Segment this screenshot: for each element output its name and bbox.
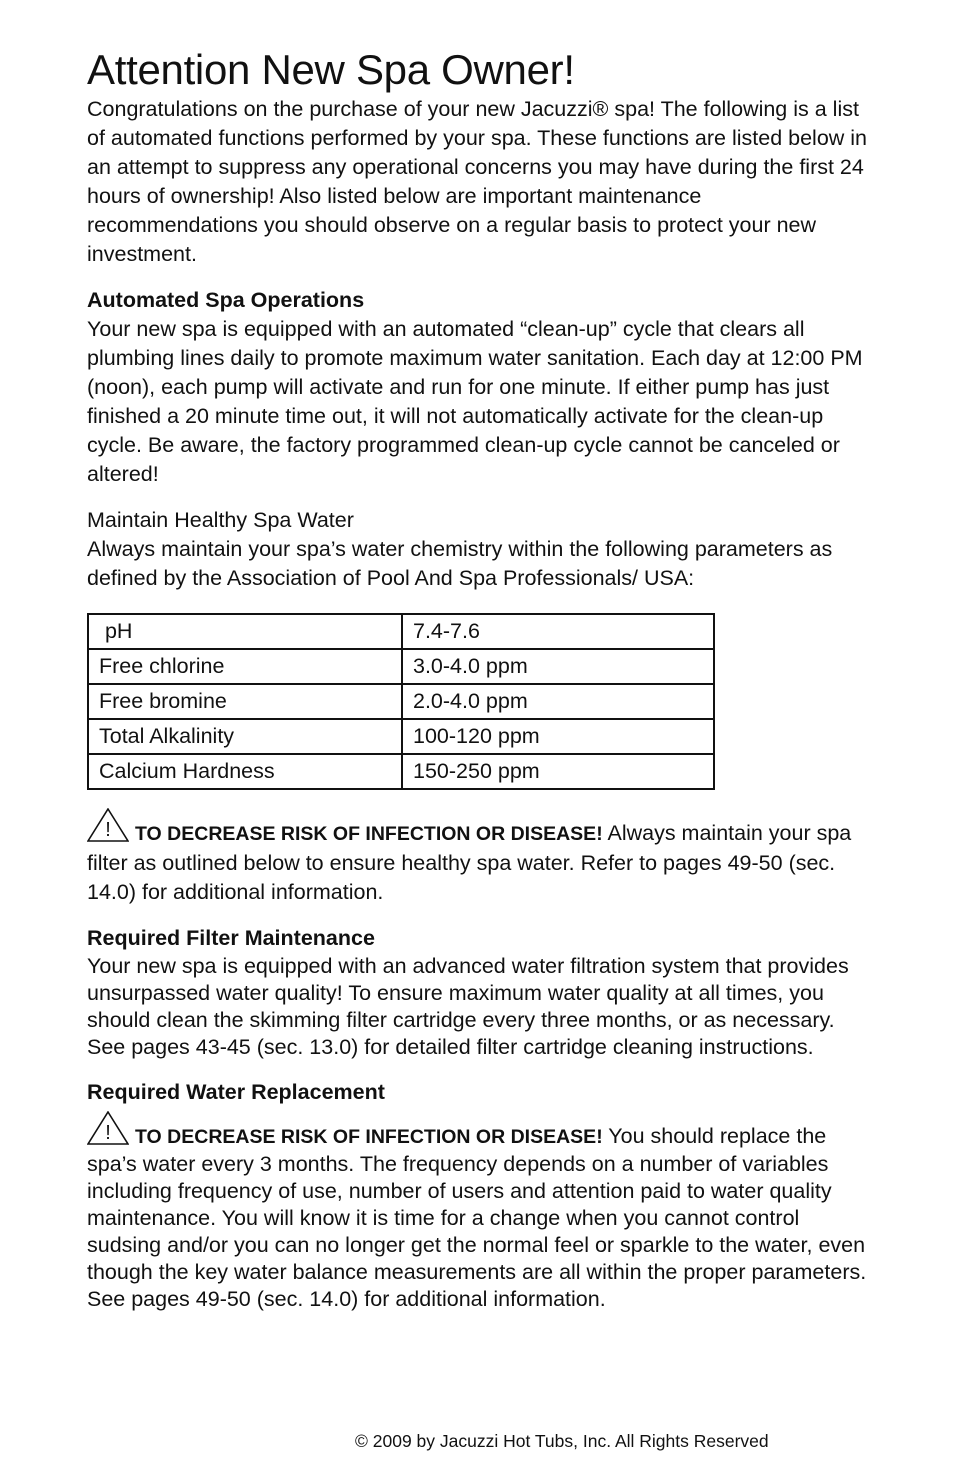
table-row: [88, 614, 714, 649]
param-name: Free bromine: [88, 684, 402, 719]
automated-heading: Automated Spa Operations: [87, 288, 365, 312]
filter-heading: Required Filter Maintenance: [87, 926, 375, 950]
warning-text: Always maintain your spa filter as outlined below to ensure healthy spa water. Refer to pages 49-50 (sec. 14.0) for additional information.: [87, 821, 852, 904]
page-title: Attention New Spa Owner!: [87, 46, 575, 93]
healthy-water-heading: Maintain Healthy Spa Water: [87, 508, 354, 532]
param-range: 100-120 ppm: [402, 719, 714, 754]
table-row: [88, 649, 714, 684]
param-name: pH: [88, 614, 402, 649]
warning-text: You should replace the spa’s water every 3 months. The frequency depends on a number of variables including frequency of use, number of users and attention paid to water quality maintenance. You will know it is time for a change when you cannot control sudsing and/or you can no longer get the normal feel or sparkle to the water, even though the key water balance measurements are all within the proper parameters. See pages 49-50 (sec. 14.0) for additional information.: [87, 1124, 867, 1311]
warning-triangle-icon: [87, 808, 129, 842]
param-range: 7.4-7.6: [402, 614, 714, 649]
infection-warning-filter: [87, 808, 877, 907]
intro-paragraph: Congratulations on the purchase of your new Jacuzzi® spa! The following is a list of automated functions performed by your spa. These functions are listed below in an attempt to suppress any operational concerns you may have during the first 24 hours of ownership! Also listed below are important maintenance recommendations you should observe on a regular basis to protect your new investment.: [87, 97, 868, 266]
water-replacement-heading: Required Water Replacement: [87, 1080, 385, 1104]
param-name: Total Alkalinity: [88, 719, 402, 754]
param-range: 3.0-4.0 ppm: [402, 649, 714, 684]
warning-label: TO DECREASE RISK OF INFECTION OR DISEASE!: [135, 823, 603, 845]
automated-body: Your new spa is equipped with an automated “clean-up” cycle that clears all plumbing lines daily to promote maximum water sanitation. Each day at 12:00 PM (noon), each pump will activate and run for one minute. If either pump has just finished a 20 minute time out, it will not automatically activate for the clean-up cycle. Be aware, the factory programmed clean-up cycle cannot be canceled or altered!: [87, 317, 863, 486]
water-parameters-table: [87, 613, 715, 790]
param-range: 2.0-4.0 ppm: [402, 684, 714, 719]
document-page: [87, 44, 877, 1313]
param-name: Calcium Hardness: [88, 754, 402, 789]
svg-text:!: !: [105, 1122, 111, 1144]
warning-triangle-icon: [87, 1111, 129, 1145]
filter-body: Your new spa is equipped with an advanced water filtration system that provides unsurpassed water quality! To ensure maximum water quality at all times, you should clean the skimming filter cartridge every three months, or as necessary. See pages 43-45 (sec. 13.0) for detailed filter cartridge cleaning instructions.: [87, 954, 849, 1059]
infection-warning-water: [87, 1111, 877, 1313]
table-row: [88, 719, 714, 754]
healthy-water-body: Always maintain your spa’s water chemistry within the following parameters as defined by the Association of Pool And Spa Professionals/ USA:: [87, 537, 833, 590]
table-row: [88, 684, 714, 719]
svg-text:!: !: [105, 819, 111, 841]
warning-label: TO DECREASE RISK OF INFECTION OR DISEASE!: [135, 1126, 603, 1148]
param-range: 150-250 ppm: [402, 754, 714, 789]
copyright-footer: © 2009 by Jacuzzi Hot Tubs, Inc. All Rights Reserved: [355, 1431, 769, 1451]
table-row: [88, 754, 714, 789]
param-name: Free chlorine: [88, 649, 402, 684]
